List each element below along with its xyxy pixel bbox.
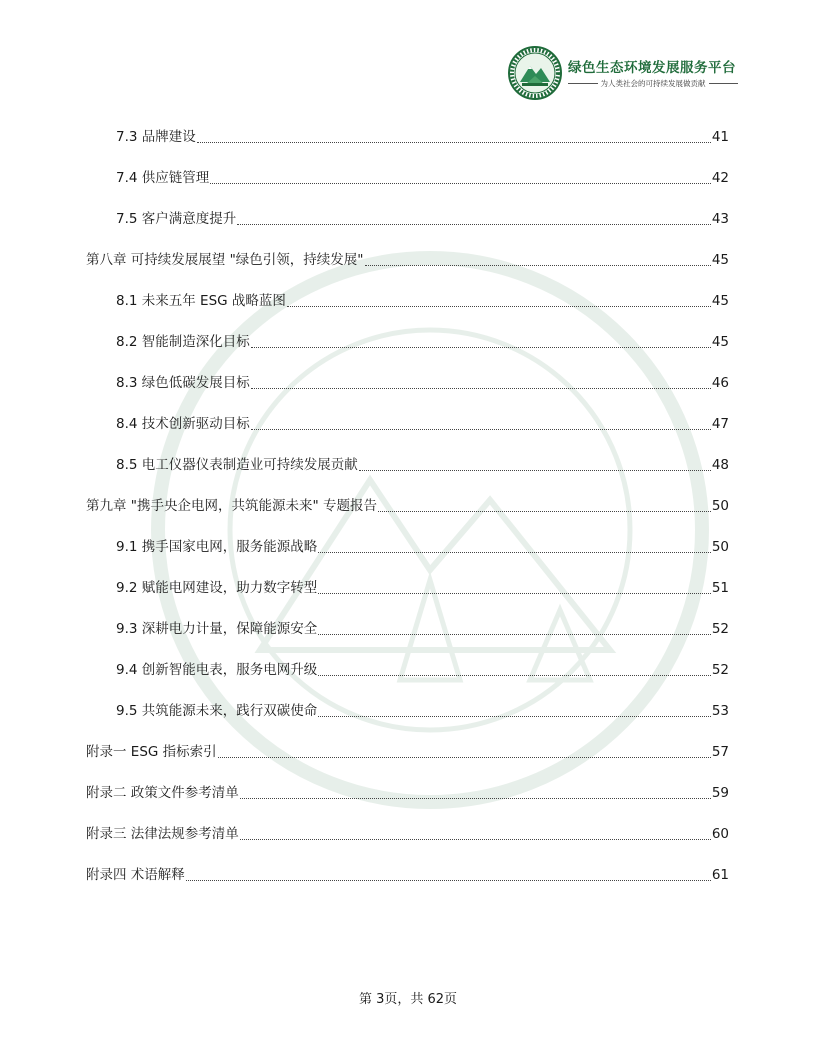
subtitle-right-rule bbox=[709, 83, 739, 84]
toc-entry-page-number: 51 bbox=[711, 580, 729, 596]
toc-entry-page-number: 61 bbox=[711, 867, 729, 883]
toc-section-entry[interactable] bbox=[86, 313, 729, 354]
toc-section-entry[interactable] bbox=[86, 395, 729, 436]
toc-section-entry[interactable] bbox=[86, 149, 729, 190]
toc-entry-page-number: 46 bbox=[711, 375, 729, 391]
toc-chapter-entry[interactable] bbox=[86, 764, 729, 805]
toc-entry-page-number: 52 bbox=[711, 662, 729, 678]
toc-entry-title: 第八章 可持续发展展望 "绿色引领，持续发展" bbox=[86, 252, 364, 268]
toc-entry-title: 9.1 携手国家电网，服务能源战略 bbox=[116, 539, 318, 555]
toc-dot-leader bbox=[197, 141, 711, 143]
toc-entry-title: 9.4 创新智能电表，服务电网升级 bbox=[116, 662, 318, 678]
toc-dot-leader bbox=[318, 633, 711, 635]
toc-dot-leader bbox=[218, 756, 711, 758]
toc-dot-leader bbox=[251, 428, 711, 430]
page-header bbox=[508, 46, 748, 102]
toc-section-entry[interactable] bbox=[86, 272, 729, 313]
brand-subtitle: 为人类社会的可持续发展做贡献 bbox=[600, 79, 706, 88]
table-of-contents bbox=[86, 108, 729, 887]
toc-dot-leader bbox=[251, 387, 711, 389]
toc-entry-page-number: 60 bbox=[711, 826, 729, 842]
toc-dot-leader bbox=[210, 182, 711, 184]
toc-section-entry[interactable] bbox=[86, 518, 729, 559]
toc-dot-leader bbox=[251, 346, 711, 348]
toc-section-entry[interactable] bbox=[86, 190, 729, 231]
toc-entry-title: 附录二 政策文件参考清单 bbox=[86, 785, 239, 801]
toc-section-entry[interactable] bbox=[86, 641, 729, 682]
toc-entry-title: 附录四 术语解释 bbox=[86, 867, 185, 883]
platform-logo-icon bbox=[508, 46, 562, 100]
toc-section-entry[interactable] bbox=[86, 354, 729, 395]
toc-dot-leader bbox=[365, 264, 711, 266]
toc-entry-page-number: 41 bbox=[711, 129, 729, 145]
toc-dot-leader bbox=[378, 510, 711, 512]
toc-entry-title: 9.5 共筑能源未来，践行双碳使命 bbox=[116, 703, 318, 719]
toc-section-entry[interactable] bbox=[86, 559, 729, 600]
toc-entry-title: 8.2 智能制造深化目标 bbox=[116, 334, 250, 350]
toc-entry-title: 9.3 深耕电力计量，保障能源安全 bbox=[116, 621, 318, 637]
toc-entry-title: 第九章 "携手央企电网，共筑能源未来" 专题报告 bbox=[86, 498, 378, 514]
toc-entry-title: 附录一 ESG 指标索引 bbox=[86, 744, 217, 760]
toc-dot-leader bbox=[318, 592, 711, 594]
toc-dot-leader bbox=[318, 551, 711, 553]
toc-entry-page-number: 43 bbox=[711, 211, 729, 227]
toc-entry-page-number: 45 bbox=[711, 334, 729, 350]
toc-section-entry[interactable] bbox=[86, 682, 729, 723]
toc-entry-page-number: 53 bbox=[711, 703, 729, 719]
toc-entry-title: 7.3 品牌建设 bbox=[116, 129, 196, 145]
toc-entry-page-number: 48 bbox=[711, 457, 729, 473]
toc-chapter-entry[interactable] bbox=[86, 805, 729, 846]
toc-dot-leader bbox=[318, 674, 711, 676]
toc-entry-page-number: 50 bbox=[711, 498, 729, 514]
toc-entry-page-number: 50 bbox=[711, 539, 729, 555]
toc-entry-title: 7.4 供应链管理 bbox=[116, 170, 210, 186]
toc-dot-leader bbox=[237, 223, 711, 225]
toc-entry-title: 附录三 法律法规参考清单 bbox=[86, 826, 239, 842]
toc-section-entry[interactable] bbox=[86, 600, 729, 641]
toc-dot-leader bbox=[287, 305, 711, 307]
toc-chapter-entry[interactable] bbox=[86, 231, 729, 272]
toc-entry-page-number: 59 bbox=[711, 785, 729, 801]
toc-chapter-entry[interactable] bbox=[86, 723, 729, 764]
toc-entry-title: 8.4 技术创新驱动目标 bbox=[116, 416, 250, 432]
toc-section-entry[interactable] bbox=[86, 108, 729, 149]
toc-entry-page-number: 52 bbox=[711, 621, 729, 637]
toc-chapter-entry[interactable] bbox=[86, 477, 729, 518]
toc-entry-page-number: 47 bbox=[711, 416, 729, 432]
toc-chapter-entry[interactable] bbox=[86, 846, 729, 887]
toc-entry-page-number: 45 bbox=[711, 293, 729, 309]
toc-entry-title: 7.5 客户满意度提升 bbox=[116, 211, 237, 227]
toc-dot-leader bbox=[359, 469, 711, 471]
toc-entry-title: 8.3 绿色低碳发展目标 bbox=[116, 375, 250, 391]
subtitle-left-rule bbox=[568, 83, 598, 84]
toc-entry-title: 8.1 未来五年 ESG 战略蓝图 bbox=[116, 293, 286, 309]
toc-entry-page-number: 42 bbox=[711, 170, 729, 186]
brand-title: 绿色生态环境发展服务平台 bbox=[568, 60, 736, 76]
toc-entry-page-number: 57 bbox=[711, 744, 729, 760]
brand-subtitle-row bbox=[568, 78, 738, 89]
toc-entry-title: 8.5 电工仪器仪表制造业可持续发展贡献 bbox=[116, 457, 358, 473]
toc-dot-leader bbox=[240, 838, 711, 840]
toc-section-entry[interactable] bbox=[86, 436, 729, 477]
toc-dot-leader bbox=[240, 797, 711, 799]
page-number: 第 3页，共 62页 bbox=[358, 992, 458, 1007]
toc-entry-title: 9.2 赋能电网建设，助力数字转型 bbox=[116, 580, 318, 596]
toc-dot-leader bbox=[186, 879, 711, 881]
toc-dot-leader bbox=[318, 715, 711, 717]
toc-entry-page-number: 45 bbox=[711, 252, 729, 268]
